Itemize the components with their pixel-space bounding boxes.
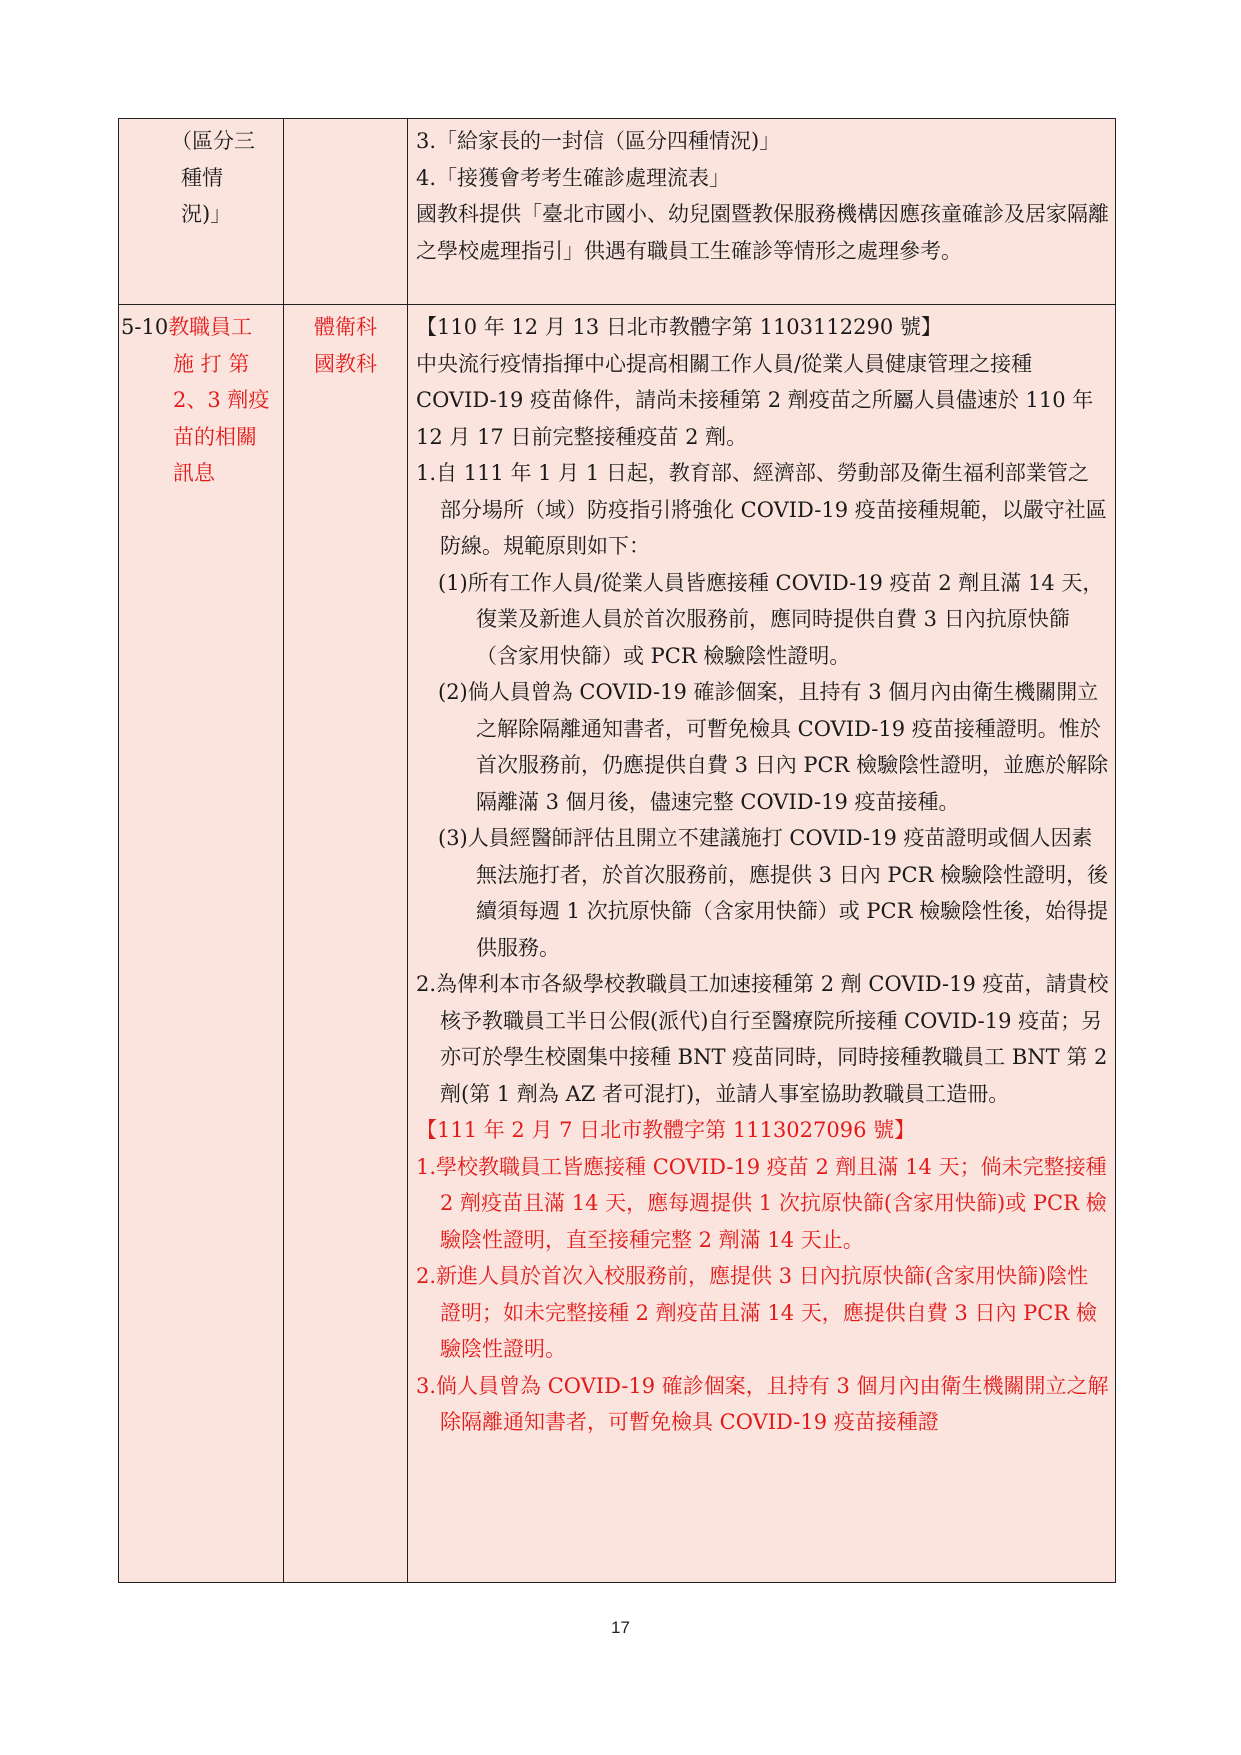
topic-cell [119, 305, 284, 1583]
sub-list-item: (2)倘人員曾為 COVID-19 確診個案，且持有 3 個月內由衛生機關開立之解除隔離通知書者，可暫免檢具 COVID-19 疫苗接種證明。惟於首次服務前，仍應提供自費 3 日內 PCR 檢驗陰性證明，並應於解除隔離滿 3 個月後，儘速完整 COVID-19 疫苗接種。 [438, 680, 1109, 814]
topic-line: 苗的相關 [173, 424, 257, 449]
topic-cell [119, 119, 284, 305]
page-number: 17 [611, 1618, 630, 1637]
topic-line: 況)」 [181, 202, 232, 226]
document-table [118, 118, 1116, 1583]
document-reference-header: 【110 年 12 月 13 日北市教體字第 1103112290 號】 [416, 315, 942, 339]
topic-line: 2、3 劑疫 [173, 388, 270, 412]
content-paragraph: 國教科提供「臺北市國小、幼兒園暨教保服務機構因應孩童確診及居家隔離之學校處理指引」供遇有職員工生確診等情形之處理參考。 [416, 202, 1109, 263]
content-paragraph: 3.「給家長的一封信（區分四種情況)」 [416, 129, 781, 153]
sub-list-item: (3)人員經醫師評估且開立不建議施打 COVID-19 疫苗證明或個人因素無法施打者，於首次服務前，應提供 3 日內 PCR 檢驗陰性證明，後續須每週 1 次抗原快篩（含家用快篩）或 PCR 檢驗陰性後，始得提供服務。 [438, 826, 1109, 960]
list-item: 1.自 111 年 1 月 1 日起，教育部、經濟部、勞動部及衛生福利部業管之部分場所（域）防疫指引將強化 COVID-19 疫苗接種規範，以嚴守社區防線。規範原則如下： [416, 461, 1107, 558]
topic-title: 教職員工 [168, 315, 253, 339]
dept-cell [284, 305, 408, 1583]
list-item: 2.為俾利本市各級學校教職員工加速接種第 2 劑 COVID-19 疫苗，請貴校核予教職員工半日公假(派代)自行至醫療院所接種 COVID-19 疫苗；另亦可於學生校園集中接種 BNT 疫苗同時，同時接種教職員工 BNT 第 2 劑(第 1 劑為 AZ 者可混打)，並請人事室協助教職員工造冊。 [416, 972, 1109, 1106]
list-item: 3.倘人員曾為 COVID-19 確診個案，且持有 3 個月內由衛生機關開立之解除隔離通知書者，可暫免檢具 COVID-19 疫苗接種證 [416, 1373, 1109, 1434]
content-paragraph: 4.「接獲會考考生確診處理流表」 [416, 165, 731, 190]
list-item: 1.學校教職員工皆應接種 COVID-19 疫苗 2 劑且滿 14 天；倘未完整接種 2 劑疫苗且滿 14 天，應每週提供 1 次抗原快篩(含家用快篩)或 PCR 檢驗陰性證明，直至接種完整 2 劑滿 14 天止。 [416, 1154, 1107, 1252]
list-item: 2.新進人員於首次入校服務前，應提供 3 日內抗原快篩(含家用快篩)陰性證明；如未完整接種 2 劑疫苗且滿 14 天，應提供自費 3 日內 PCR 檢驗陰性證明。 [416, 1264, 1097, 1361]
content-paragraph: 中央流行疫情指揮中心提高相關工作人員/從業人員健康管理之接種 COVID-19 疫苗條件，請尚未接種第 2 劑疫苗之所屬人員儘速於 110 年 12 月 17 日前完整接種疫苗 2 劑。 [416, 351, 1094, 449]
topic-line: 施 打 第 [173, 351, 250, 376]
content-cell [408, 119, 1116, 305]
dept-cell [284, 119, 408, 305]
sub-list-item: (1)所有工作人員/從業人員皆應接種 COVID-19 疫苗 2 劑且滿 14 天，復業及新進人員於首次服務前，應同時提供自費 3 日內抗原快篩（含家用快篩）或 PCR 檢驗陰性證明。 [438, 570, 1104, 668]
document-reference-header: 【111 年 2 月 7 日北市教體字第 1113027096 號】 [416, 1118, 916, 1142]
topic-number: 5-10 [121, 315, 169, 339]
topic-line: 訊息 [173, 461, 215, 485]
topic-line [121, 309, 277, 346]
dept-name: 體衛科 [314, 315, 377, 339]
table-row [119, 119, 1116, 305]
topic-line: （區分三 [171, 129, 255, 153]
dept-name: 國教科 [314, 351, 377, 376]
topic-line: 種情 [181, 165, 223, 190]
table-row [119, 305, 1116, 1583]
content-cell [408, 305, 1116, 1583]
